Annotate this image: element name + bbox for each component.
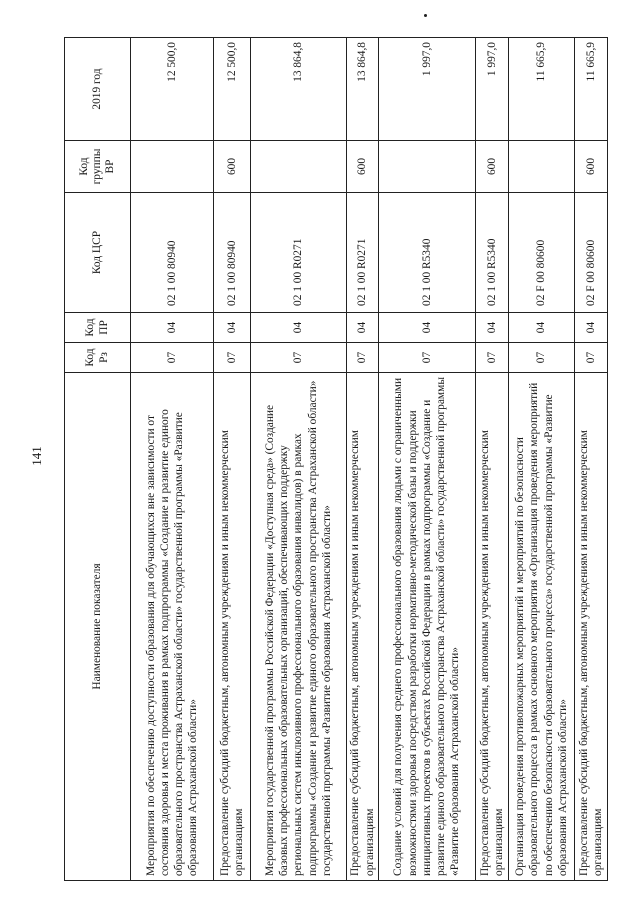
header-pr: Код ПР — [65, 313, 131, 343]
row-pr: 04 — [379, 313, 476, 343]
row-name: Создание условий для получения среднего профессионального образования людьми с ограниченными возможностями здоровья посредством разработки нормативно-методической базы и поддержки инициативных проектов в субъектах Российской Федерации в рамках подпрограммы «Создание и развитие единого образовательного пространства Астраханской области» государственной программы «Развитие образования Астраханской области» — [379, 373, 476, 881]
table-row — [214, 38, 251, 881]
row-rz: 07 — [251, 343, 347, 373]
row-name: Мероприятия государственной программы Российской Федерации «Доступная среда» (Создание базовых профессиональных образовательных организаций, обеспечивающих поддержку региональных систем инклюзивного профессионального образования инвалидов) в рамках подпрограммы «Создание и развитие единого образовательного пространства Астраханской области» государственной программы «Развитие образования Астраханской области» — [251, 373, 347, 881]
row-amount: 1 997,0 — [476, 38, 509, 141]
row-name: Организация проведения противопожарных мероприятий и мероприятий по безопасности образовательного процесса в рамках основного мероприятия «Организация проведения мероприятий по обеспечению безопасности образовательного процесса» государственной программы «Развитие образования Астраханской области» — [509, 373, 575, 881]
row-name: Предоставление субсидий бюджетным, автономным учреждениям и иным некоммерческим организациям — [214, 373, 251, 881]
row-rz: 07 — [575, 343, 608, 373]
row-name: Предоставление субсидий бюджетным, автономным учреждениям и иным некоммерческим организациям — [476, 373, 509, 881]
row-pr: 04 — [214, 313, 251, 343]
table-row — [509, 38, 575, 881]
header-row — [65, 38, 131, 881]
row-name: Мероприятия по обеспечению доступности образования для обучающихся вне зависимости от состояния здоровья и места проживания в рамках подпрограммы «Создание и развитие единого образовательного пространства Астраханской области» государственной программы «Развитие образования Астраханской области» — [131, 373, 214, 881]
row-rz: 07 — [347, 343, 379, 373]
header-csr: Код ЦСР — [65, 193, 131, 313]
row-rz: 07 — [379, 343, 476, 373]
row-amount: 13 864,8 — [251, 38, 347, 141]
scan-speck — [424, 14, 427, 17]
row-rz: 07 — [131, 343, 214, 373]
row-amount: 11 665,9 — [575, 38, 608, 141]
row-pr: 04 — [251, 313, 347, 343]
row-csr: 02 1 00 R0271 — [251, 193, 347, 313]
header-year: 2019 год — [65, 38, 131, 141]
row-pr: 04 — [476, 313, 509, 343]
budget-table — [64, 37, 608, 881]
table-row — [251, 38, 347, 881]
row-pr: 04 — [347, 313, 379, 343]
header-name: Наименование показателя — [65, 373, 131, 881]
table-row — [347, 38, 379, 881]
row-pr: 04 — [131, 313, 214, 343]
table-row — [131, 38, 214, 881]
row-csr: 02 1 00 R5340 — [476, 193, 509, 313]
row-vr: 600 — [476, 141, 509, 193]
row-pr: 04 — [509, 313, 575, 343]
row-vr — [509, 141, 575, 193]
row-amount: 11 665,9 — [509, 38, 575, 141]
row-rz: 07 — [214, 343, 251, 373]
row-amount: 12 500,0 — [214, 38, 251, 141]
row-vr: 600 — [347, 141, 379, 193]
row-csr: 02 F 00 80600 — [575, 193, 608, 313]
table-row — [379, 38, 476, 881]
row-vr: 600 — [575, 141, 608, 193]
rotated-table-region — [64, 38, 604, 881]
header-rz: Код Рз — [65, 343, 131, 373]
row-vr — [131, 141, 214, 193]
row-csr: 02 1 00 80940 — [131, 193, 214, 313]
row-name: Предоставление субсидий бюджетным, автономным учреждениям и иным некоммерческим организациям — [575, 373, 608, 881]
row-csr: 02 1 00 80940 — [214, 193, 251, 313]
row-vr — [251, 141, 347, 193]
row-name: Предоставление субсидий бюджетным, автономным учреждениям и иным некоммерческим организациям — [347, 373, 379, 881]
row-vr: 600 — [214, 141, 251, 193]
row-vr — [379, 141, 476, 193]
row-rz: 07 — [476, 343, 509, 373]
header-vr: Код группы ВР — [65, 141, 131, 193]
row-rz: 07 — [509, 343, 575, 373]
row-csr: 02 1 00 R5340 — [379, 193, 476, 313]
row-csr: 02 1 00 R0271 — [347, 193, 379, 313]
table-row — [476, 38, 509, 881]
row-csr: 02 F 00 80600 — [509, 193, 575, 313]
row-amount: 12 500,0 — [131, 38, 214, 141]
row-pr: 04 — [575, 313, 608, 343]
page-number: 141 — [29, 446, 44, 466]
table-row — [575, 38, 608, 881]
row-amount: 13 864,8 — [347, 38, 379, 141]
row-amount: 1 997,0 — [379, 38, 476, 141]
